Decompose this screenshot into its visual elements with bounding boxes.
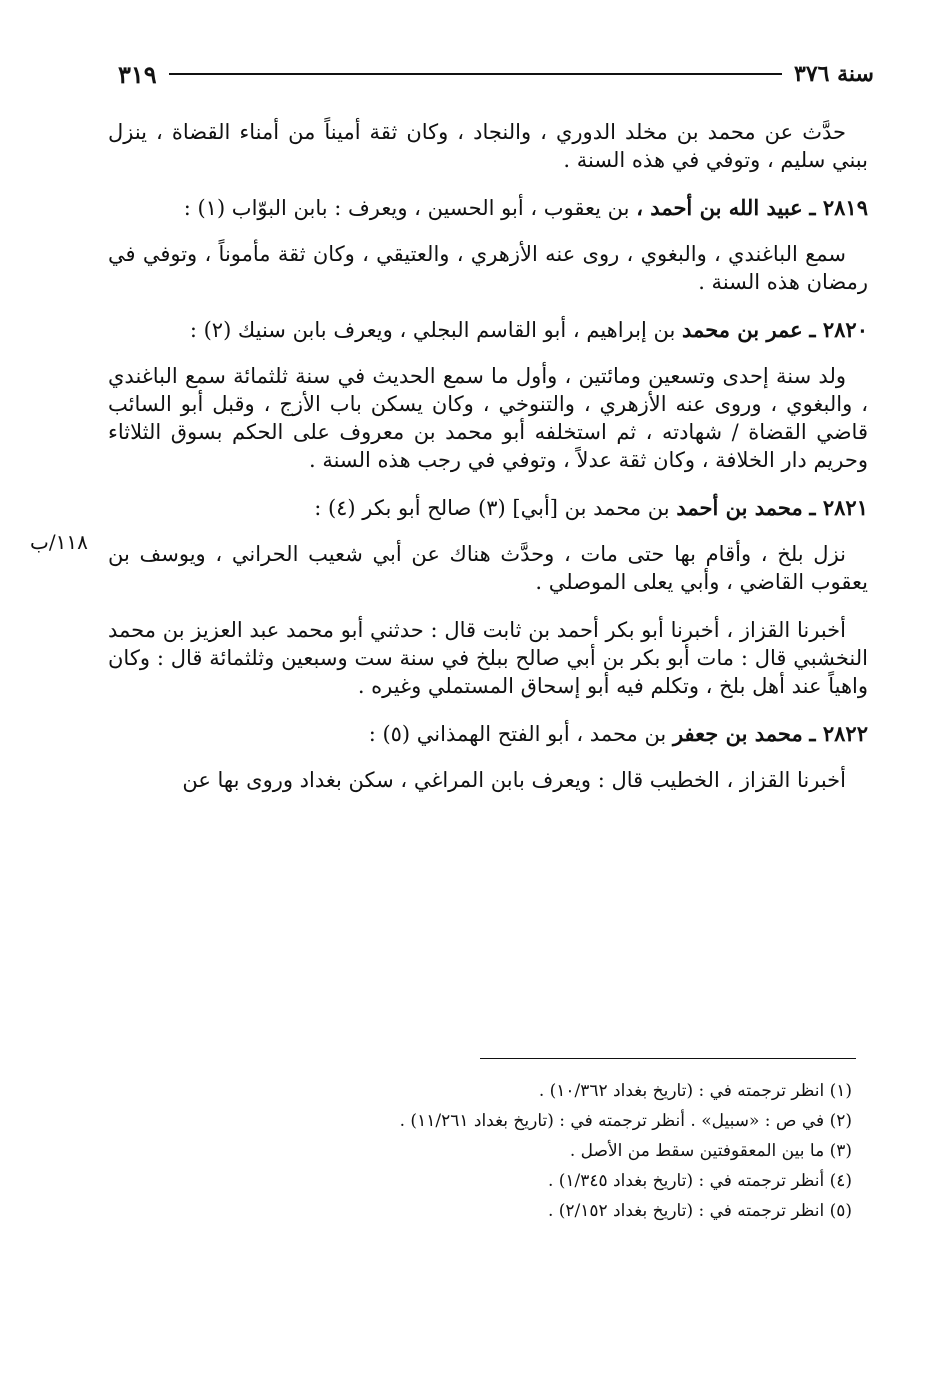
footnote-rule bbox=[480, 1058, 856, 1059]
running-head-year: سنة ٣٧٦ bbox=[794, 61, 874, 87]
footnote: (٤) أنظر ترجمته في : (تاريخ بغداد ١/٣٤٥) . bbox=[547, 1171, 852, 1191]
entry-number: ٢٨١٩ ـ bbox=[809, 195, 868, 220]
paragraph: سمع الباغندي ، والبغوي ، روى عنه الأزهري ، والعتيقي ، وكان ثقة مأموناً ، وتوفي في رمضان هذه السنة . bbox=[108, 242, 868, 294]
entry-number: ٢٨٢٢ ـ bbox=[809, 721, 868, 746]
footnotes bbox=[200, 1076, 852, 1226]
entry-heading-2821 bbox=[108, 494, 868, 522]
margin-folio-note: ١١٨/ب bbox=[30, 530, 88, 554]
entry-name: محمد بن جعفر bbox=[672, 721, 803, 746]
paragraph: أخبرنا القزاز ، أخبرنا أبو بكر أحمد بن ثابت قال : حدثني أبو محمد عبد العزيز بن محمد النخشبي قال : مات أبو بكر بن أبي صالح ببلخ في سنة ست وسبعين وثلثمائة قال : وكان واهياً عند أهل بلخ ، وتكلم فيه أبو إسحاق المستملي وغيره . bbox=[108, 618, 868, 698]
paragraph: ولد سنة إحدى وتسعين ومائتين ، وأول ما سمع الحديث في سنة ثلثمائة سمع الباغندي ، والبغوي ، وروى عنه الأزهري ، والتنوخي ، وكان يسكن باب الأزج ، وقبل أبو السائب قاضي القضاة / شهادته ، ثم استخلفه أبو محمد بن معروف على الحكم بسوق الثلاثاء وحريم دار الخلافة ، وكان ثقة عدلاً ، وتوفي في رجب هذه السنة . bbox=[108, 364, 868, 472]
entry-details: بن محمد بن [أبي] (٣) صالح أبو بكر (٤) : bbox=[314, 496, 670, 520]
entry-name: عبيد الله بن أحمد ، bbox=[636, 195, 803, 220]
entry-heading-2822 bbox=[108, 720, 868, 748]
page-header bbox=[118, 56, 874, 92]
page-number: ٣١٩ bbox=[118, 59, 157, 89]
main-text bbox=[108, 118, 868, 814]
footnote: (٥) انظر ترجمته في : (تاريخ بغداد ٢/١٥٢) . bbox=[547, 1201, 852, 1221]
paragraph: حدَّث عن محمد بن مخلد الدوري ، والنجاد ، وكان ثقة أميناً من أمناء القضاة ، ينزل ببني سليم ، وتوفي في هذه السنة . bbox=[108, 120, 868, 172]
paragraph: أخبرنا القزاز ، الخطيب قال : ويعرف بابن المراغي ، سكن بغداد وروى بها عن bbox=[182, 768, 846, 792]
entry-details: بن يعقوب ، أبو الحسين ، ويعرف : بابن البوّاب (١) : bbox=[183, 196, 630, 220]
entry-heading-2820 bbox=[108, 316, 868, 344]
entry-details: بن إبراهيم ، أبو القاسم البجلي ، ويعرف بابن سنيك (٢) : bbox=[189, 318, 676, 342]
footnote: (١) انظر ترجمته في : (تاريخ بغداد ١٠/٣٦٢) . bbox=[538, 1081, 852, 1101]
header-rule bbox=[169, 73, 782, 75]
entry-heading-2819 bbox=[108, 194, 868, 222]
entry-name: محمد بن أحمد bbox=[676, 495, 803, 520]
footnote: (٢) في ص : «سبيل» . أنظر ترجمته في : (تاريخ بغداد ١١/٢٦١) . bbox=[399, 1111, 852, 1131]
paragraph: نزل بلخ ، وأقام بها حتى مات ، وحدَّث هناك عن أبي شعيب الحراني ، ويوسف بن يعقوب القاضي ، وأبي يعلى الموصلي . bbox=[108, 542, 868, 594]
footnote: (٣) ما بين المعقوفتين سقط من الأصل . bbox=[569, 1141, 852, 1161]
entry-number: ٢٨٢١ ـ bbox=[809, 495, 868, 520]
entry-name: عمر بن محمد bbox=[682, 317, 803, 342]
entry-details: بن محمد ، أبو الفتح الهمذاني (٥) : bbox=[368, 722, 667, 746]
entry-number: ٢٨٢٠ ـ bbox=[809, 317, 868, 342]
